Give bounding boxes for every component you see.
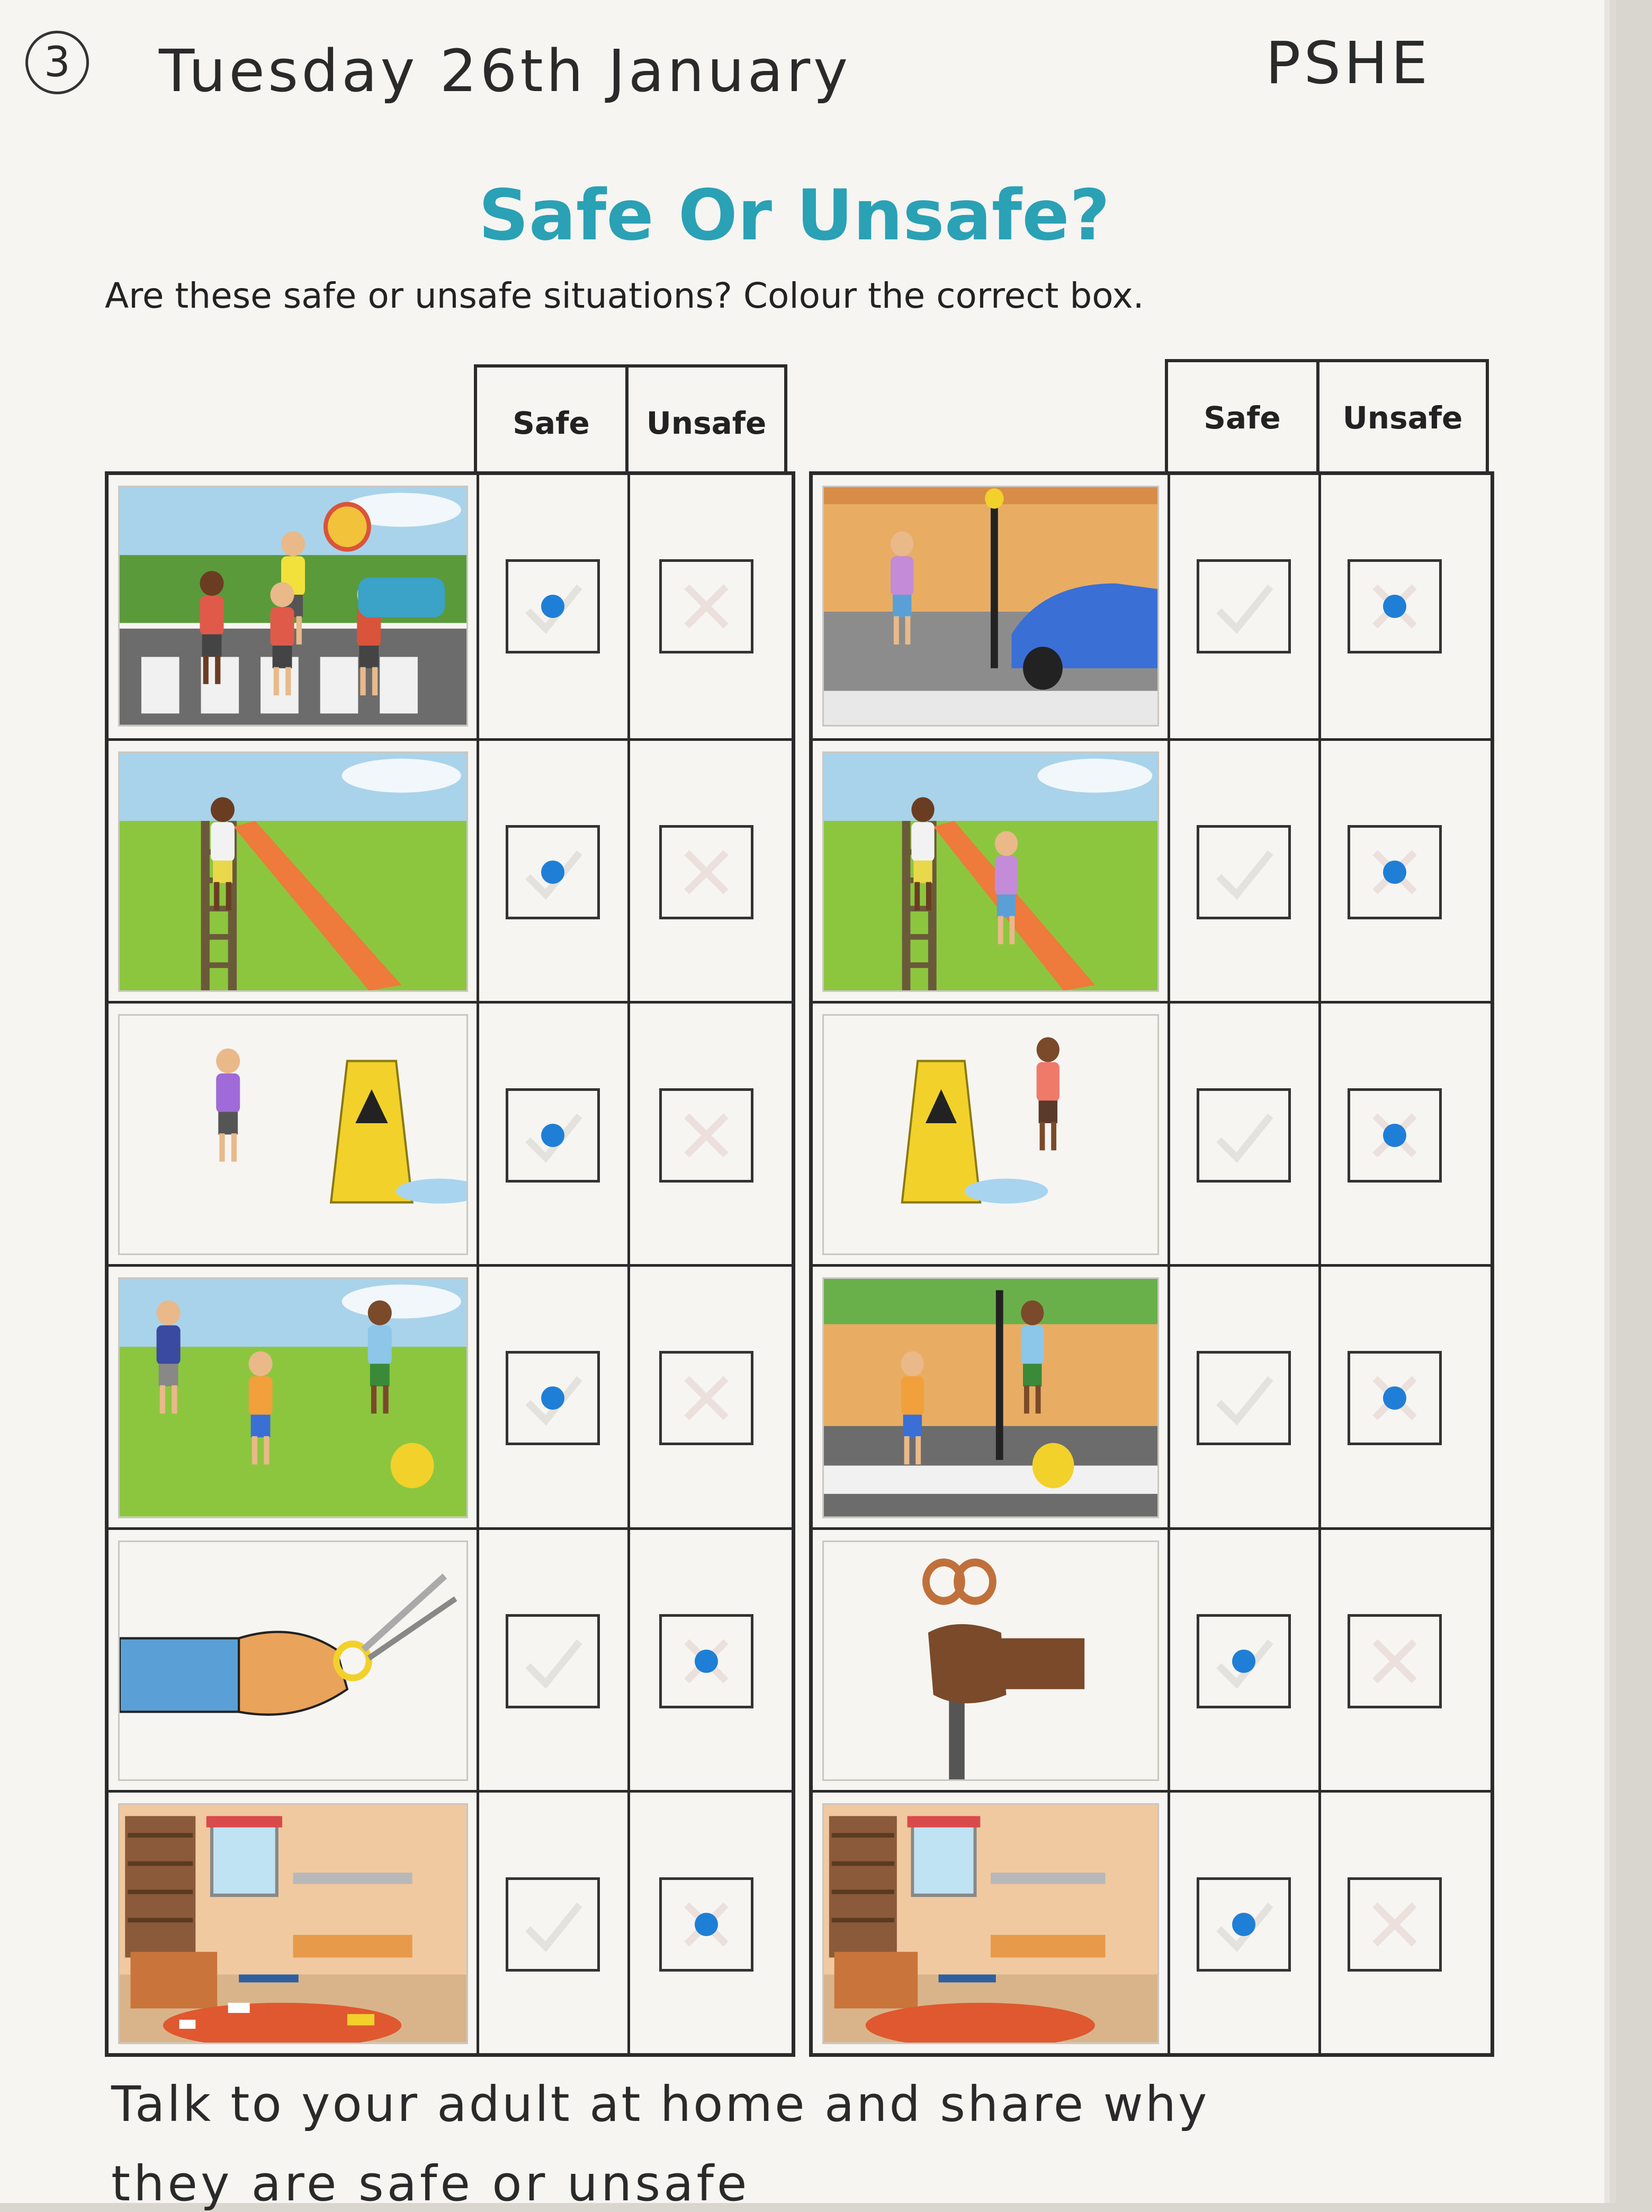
right-table-row [813, 1001, 1491, 1267]
right-table-row [813, 1527, 1491, 1793]
right-safe-checkbox[interactable] [1197, 825, 1291, 919]
right-unsafe-checkbox[interactable] [1348, 1351, 1442, 1445]
left-header-safe: Safe [477, 368, 629, 479]
worksheet-title: Safe Or Unsafe? [478, 175, 1110, 256]
right-table-row [813, 475, 1491, 738]
left-unsafe-checkbox[interactable] [659, 1614, 753, 1708]
worksheet-instructions: Are these safe or unsafe situations? Colour the correct box. [105, 275, 1144, 316]
marker-dot [541, 595, 564, 618]
left-unsafe-checkbox[interactable] [659, 1088, 753, 1183]
marker-dot [695, 1913, 718, 1936]
right-header-unsafe: Unsafe [1342, 400, 1463, 436]
left-safe-checkbox[interactable] [506, 825, 600, 919]
right-safe-checkbox[interactable] [1197, 1351, 1291, 1445]
left-unsafe-checkbox[interactable] [659, 559, 753, 653]
left-table-row [109, 1001, 792, 1267]
left-unsafe-checkbox[interactable] [659, 1351, 753, 1445]
left-header-unsafe: Unsafe [646, 405, 767, 441]
left-scenario-table [105, 471, 795, 2057]
left-table-row [109, 475, 792, 738]
right-safe-checkbox[interactable] [1197, 1088, 1291, 1183]
child-running-past-wet-floor-sign-illustration [822, 1014, 1159, 1255]
right-header-safe: Safe [1168, 362, 1319, 473]
child-at-crossing-with-car-illustration [822, 486, 1159, 727]
right-table-row [813, 738, 1491, 1004]
marker-dot [695, 1650, 718, 1673]
messy-bedroom-illustration [118, 1803, 468, 2044]
handwritten-date: Tuesday 26th January [159, 37, 851, 105]
tidy-bedroom-illustration [822, 1803, 1159, 2044]
left-safe-checkbox[interactable] [506, 1088, 600, 1183]
children-playing-ball-on-grass-with-adult-illustration [118, 1277, 468, 1518]
left-unsafe-checkbox[interactable] [659, 1877, 753, 1972]
left-column-headers [474, 364, 787, 482]
right-table-row [813, 1790, 1491, 2056]
right-unsafe-checkbox[interactable] [1348, 1877, 1442, 1972]
children-playing-ball-near-road-illustration [822, 1277, 1159, 1518]
marker-dot [1383, 861, 1406, 884]
handwritten-footer-line2: they are safe or unsafe [111, 2155, 750, 2212]
marker-dot [541, 1386, 564, 1410]
left-table-row [109, 1527, 792, 1793]
marker-dot [541, 1124, 564, 1147]
right-unsafe-checkbox[interactable] [1348, 559, 1442, 653]
marker-dot [1383, 1386, 1406, 1410]
marker-dot [1383, 595, 1406, 618]
right-scenario-table [809, 471, 1494, 2057]
children-crossing-with-lollipop-lady-illustration [118, 486, 468, 727]
left-safe-checkbox[interactable] [506, 1351, 600, 1445]
child-climbing-slide-ladder-illustration [118, 751, 468, 992]
right-safe-checkbox[interactable] [1197, 1614, 1291, 1708]
left-safe-checkbox[interactable] [506, 1614, 600, 1708]
left-table-row [109, 738, 792, 1004]
marker-dot [1232, 1650, 1255, 1673]
right-unsafe-checkbox[interactable] [1348, 1614, 1442, 1708]
left-safe-checkbox[interactable] [506, 559, 600, 653]
right-unsafe-checkbox[interactable] [1348, 1088, 1442, 1183]
right-safe-checkbox[interactable] [1197, 559, 1291, 653]
marker-dot [1383, 1124, 1406, 1147]
marker-dot [1232, 1913, 1255, 1936]
child-walking-past-wet-floor-sign-illustration [118, 1014, 468, 1255]
left-unsafe-checkbox[interactable] [659, 825, 753, 919]
handwritten-subject: PSHE [1265, 29, 1431, 97]
children-climbing-up-slide-illustration [822, 751, 1159, 992]
right-safe-checkbox[interactable] [1197, 1877, 1291, 1972]
right-unsafe-checkbox[interactable] [1348, 825, 1442, 919]
hand-holding-scissors-by-handles-illustration [118, 1541, 468, 1781]
marker-dot [541, 861, 564, 884]
page-number-circle: 3 [25, 31, 89, 94]
hand-holding-scissors-by-blades-illustration [822, 1541, 1159, 1781]
handwritten-footer-line1: Talk to your adult at home and share why [111, 2076, 1209, 2133]
right-table-row [813, 1264, 1491, 1530]
left-safe-checkbox[interactable] [506, 1877, 600, 1972]
right-column-headers [1165, 359, 1489, 477]
left-table-row [109, 1790, 792, 2056]
left-table-row [109, 1264, 792, 1530]
